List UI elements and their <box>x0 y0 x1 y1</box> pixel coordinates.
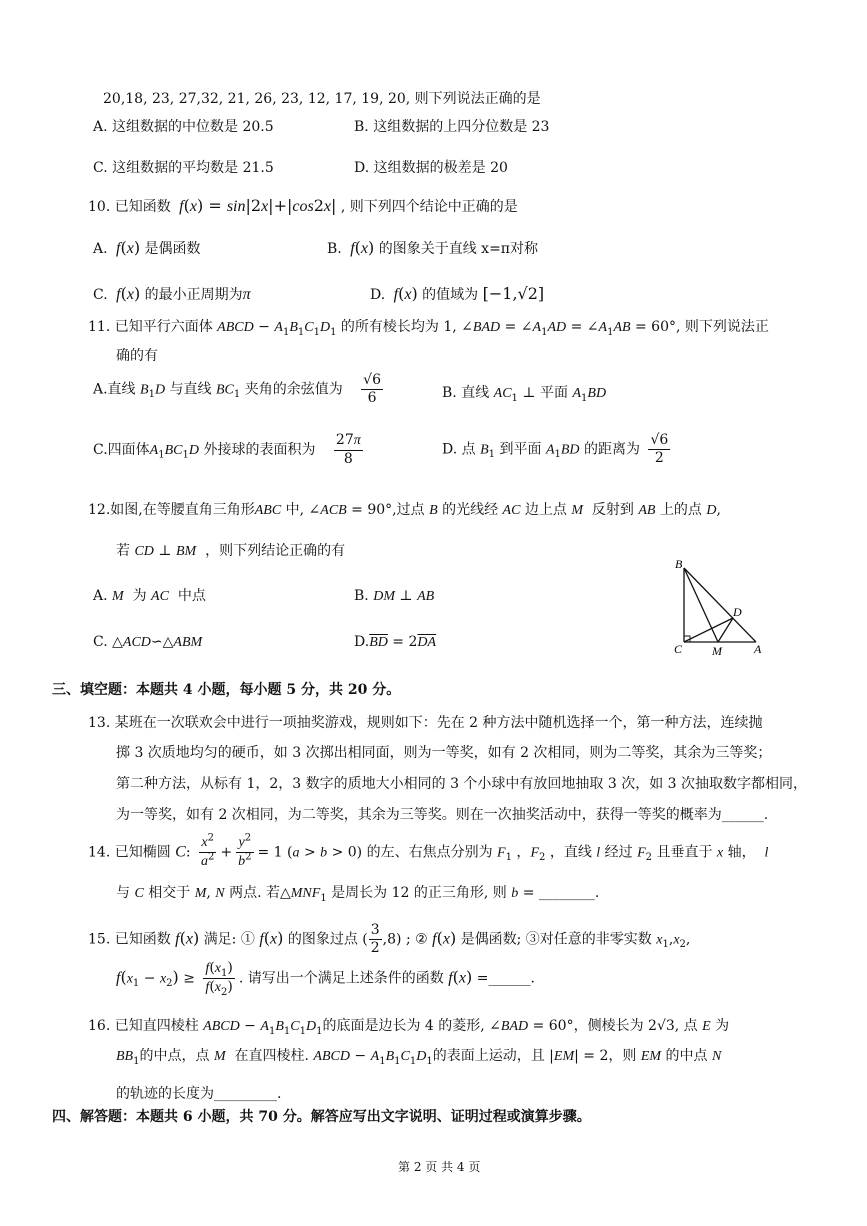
q14-line-2-5: = ________. <box>522 885 600 901</box>
q11-option-d-1: D. 点 <box>442 441 476 458</box>
q15-line-2: $f(x_1 - x_2)$ ≥ $\frac{f(x_1)}{f(x_2)}$ . 请写出一个满足上述条件的函数 f(x) =______. <box>116 960 535 998</box>
q15-line-1: 15. 已知函数 f(x) 满足: ① f(x) 的图象过点 ( $\frac{3}{2}$ ,8) ; ② f(x) 是偶函数; ③对任意的非零实数 $x_1,x_2$, <box>88 922 691 956</box>
q11-option-a-2: 与直线 <box>169 381 212 398</box>
q16-line-3: 的轨迹的长度为_________. <box>116 1086 282 1102</box>
page-footer: 第 2 页 共 4 页 <box>398 1160 481 1174</box>
q12-option-c: C. △ACD∽△ABM <box>93 634 203 650</box>
q13-line-3: 第二种方法，从标有 1，2，3 数字的质地大小相同的 3 个小球中有放回地抽取 3 次，如 3 次抽取数字都相同， <box>116 776 808 792</box>
q16-line-2: $BB_1$的中点，点 M 在直四棱柱. ABCD − $A_1B_1C_1D_1$的表面上运动，且 |EM| = 2，则 EM 的中点 N <box>116 1048 722 1067</box>
q16-line-2-3: 的表面上运动，且 <box>432 1048 545 1064</box>
q12-option-d-1: D. <box>354 634 370 650</box>
section-4-heading: 四、解答题：本题共 6 小题，共 70 分。解答应写出文字说明、证明过程或演算步骤。 <box>52 1109 591 1125</box>
q12-triangle-figure <box>664 556 774 660</box>
q12-stem-line2: 若 CD ⊥ BM ，则下列结论正确的有 <box>116 543 346 559</box>
q15-line-1-3: 的图象过点 <box>287 931 358 948</box>
q14-line-1: 14. 已知椭圆 C: $\frac{x^2}{a^2}$ + $\frac{y^2}{b^2}$ = 1 (a > b > 0) 的左、右焦点分别为 $F_1$ ，$F_2$ ，直线 l 经过 $F_2$ 且垂直于 x 轴， l <box>88 832 769 869</box>
q14-line-1-3: ，直线 <box>549 844 592 861</box>
q9-data-line: 20,18, 23, 27,32, 21, 26, 23, 12, 17, 19, 20, 则下列说法正确的是 <box>103 91 541 107</box>
q12-stem-3: ,过点 <box>392 502 425 518</box>
q12-option-c-1: C. <box>93 634 108 650</box>
q14-line-2-2: 相交于 <box>148 885 191 901</box>
label-d: D <box>733 605 742 619</box>
q11-stem: 11. 已知平行六面体 ABCD − $A_1B_1C_1D_1$ 的所有棱长均为 1, ∠BAD = $\angle A_1AD$ = $\angle A_1AB = 60^\circ$, 则下列说法正 <box>88 319 769 338</box>
q13-line-2: 掷 3 次质地均匀的硬币，如 3 次掷出相同面，则为一等奖，如有 2 次相同，则为二等奖，其余为三等奖； <box>116 745 772 761</box>
q14-line-1-4: 经过 <box>604 844 633 861</box>
q10-option-d-label: D. <box>370 287 386 303</box>
q10-option-a-label: A. <box>93 241 108 257</box>
q10-option-b-label: B. <box>327 241 342 257</box>
q16-line-1-2: 的底面是边长为 4 的菱形, <box>322 1018 485 1034</box>
q14-line-2-3: 两点. 若 <box>229 885 280 901</box>
q10-option-c-text: 的最小正周期为 <box>144 287 243 303</box>
q12-stem-5: 边上点 <box>524 502 567 518</box>
q12-stem-2: 中, <box>285 502 305 518</box>
q11-option-b: B. 直线 $AC_1$ ⊥ 平面 $A_1BD$ <box>442 385 607 404</box>
q11-option-d-2: 到平面 <box>499 441 542 458</box>
q16-line-1-4: , 点 <box>674 1018 698 1034</box>
q16-line-1-3: ，侧棱长为 <box>573 1018 644 1034</box>
q12-option-a-1: A. <box>93 588 108 604</box>
q12-stem-4: 的光线经 <box>442 502 499 518</box>
q14-line-1-2: 的左、右焦点分别为 <box>366 844 493 861</box>
q11-stem-2: 的所有棱长均为 1, <box>340 319 457 335</box>
q10-stem-prefix: 10. 已知函数 <box>88 199 171 215</box>
q10-stem: 10. 已知函数 f(x) = sin|2x|+|cos2x| , 则下列四个结论中正确的是 <box>88 196 518 215</box>
q11-stem-1: 11. 已知平行六面体 <box>88 319 213 335</box>
q10-option-c-label: C. <box>93 287 108 303</box>
q12-stem: 12.如图,在等腰直角三角形ABC 中, ∠ACB = 90°,过点 B 的光线经 AC 边上点 M 反射到 AB 上的点 D, <box>88 502 721 518</box>
q10-option-a-text: 是偶函数 <box>144 241 201 257</box>
q15-line-1-5: 是偶函数; ③对任意的非零实数 <box>460 931 652 948</box>
q14-line-2-1: 与 <box>116 885 130 901</box>
q11-stem-line2: 确的有 <box>116 348 158 364</box>
q10-option-d: D. f(x) 的值域为 [−1,√2] <box>370 284 545 303</box>
q9-option-b: B. 这组数据的上四分位数是 23 <box>354 119 550 135</box>
q12-option-d: $D.\overline{BD} = 2\overline{DA}$ <box>354 634 437 650</box>
q12-option-a: A. M 为 AC 中点 <box>93 588 206 604</box>
q11-stem-3: , 则下列说法正 <box>676 319 769 335</box>
q16-line-1-1: 16. 已知直四棱柱 <box>88 1018 199 1034</box>
q9-option-c: C. 这组数据的平均数是 21.5 <box>93 160 274 176</box>
q10-option-b-text: 的图象关于直线 x=π对称 <box>378 241 538 257</box>
q15-line-2-1: . 请写出一个满足上述条件的函数 <box>238 970 444 987</box>
q11-option-c-1: C.四面体 <box>93 441 150 458</box>
q16-line-1-5: 为 <box>715 1018 730 1034</box>
q11-option-b-2: 平面 <box>540 385 568 401</box>
q9-option-a: A. 这组数据的中位数是 20.5 <box>93 119 274 135</box>
q16-line-1: 16. 已知直四棱柱 ABCD − $A_1B_1C_1D_1$的底面是边长为 4 的菱形, ∠BAD = 60°，侧棱长为 2√3, 点 E 为 <box>88 1018 730 1037</box>
q11-option-c-2: 外接球的表面积为 <box>203 441 316 458</box>
q16-line-2-4: ，则 <box>608 1048 637 1064</box>
q14-line-1-5: 且垂直于 <box>656 844 713 861</box>
segment-bm <box>684 568 718 642</box>
q14-line-2: 与 C 相交于 M, N 两点. 若$\triangle MNF_1$ 是周长为 12 的正三角形, 则 b = ________. <box>116 885 600 904</box>
q11-option-a-1: A.直线 <box>93 381 136 398</box>
q14-line-1-1: 14. 已知椭圆 <box>88 844 171 861</box>
q12-option-b: B. DM ⊥ AB <box>354 588 435 604</box>
q10-option-d-text: 的值域为 <box>422 287 479 303</box>
segment-ba <box>684 568 756 642</box>
q12-stem-1: 12.如图,在等腰直角三角形 <box>88 502 255 518</box>
q14-line-1-6: 轴， <box>727 844 756 861</box>
q10-stem-suffix: , 则下列四个结论中正确的是 <box>340 199 518 215</box>
q15-line-1-2: 满足: ① <box>203 931 255 948</box>
q12-option-a-3: 中点 <box>177 588 206 604</box>
q14-line-2-4: 是周长为 12 的正三角形, 则 <box>331 885 507 901</box>
q11-option-a-3: 夹角的余弦值为 <box>244 381 343 398</box>
label-m: M <box>712 644 722 658</box>
q16-line-2-1: 的中点，点 <box>139 1048 210 1064</box>
q11-option-d: D. 点 $B_1$ 到平面 $A_1BD$ 的距离为 $\frac{√6}{2}$ <box>442 432 669 466</box>
q10-option-a: A. f(x) 是偶函数 <box>93 238 201 257</box>
q11-option-d-3: 的距离为 <box>584 441 640 458</box>
q9-option-d: D. 这组数据的极差是 20 <box>354 160 508 176</box>
q12-option-b-1: B. <box>354 588 369 604</box>
q11-option-c: C.四面体$A_1BC_1D$ 外接球的表面积为 $\frac{27\pi}{8}$ <box>93 432 361 467</box>
q13-line-1: 13. 某班在一次联欢会中进行一项抽奖游戏，规则如下：先在 2 种方法中随机选择一个，第一种方法，连续抛 <box>88 715 763 731</box>
q15-line-1-4: ; ② <box>405 931 428 948</box>
q11-option-b-1: B. 直线 <box>442 385 490 401</box>
label-c: C <box>674 642 683 656</box>
q15-line-2-2: =______. <box>476 970 535 987</box>
label-a: A <box>754 642 762 656</box>
q16-line-2-5: 的中点 <box>665 1048 708 1064</box>
q13-line-4: 为一等奖，如有 2 次相同，为二等奖，其余为三等奖。则在一次抽奖活动中，获得一等奖的概率为______. <box>116 807 769 823</box>
q10-option-c: C. f(x) 的最小正周期为π <box>93 284 251 303</box>
label-b: B <box>675 557 683 571</box>
q12-stem-7: 上的点 <box>659 502 702 518</box>
q12-option-a-2: 为 <box>132 588 147 604</box>
q15-line-1-1: 15. 已知函数 <box>88 931 171 948</box>
q16-line-2-2: 在直四棱柱. <box>234 1048 309 1064</box>
q11-option-a: A.直线 $B_1D$ 与直线 $BC_1$ 夹角的余弦值为 $\frac{√6}{6}$ <box>93 372 381 406</box>
q12-stem-line2-2: ，则下列结论正确的有 <box>205 543 346 559</box>
section-3-heading: 三、填空题：本题共 4 小题，每小题 5 分，共 20 分。 <box>52 682 401 698</box>
q12-stem-6: 反射到 <box>591 502 634 518</box>
q12-stem-line2-1: 若 <box>116 543 130 559</box>
q10-option-b: B. f(x) 的图象关于直线 x=π对称 <box>327 238 538 257</box>
